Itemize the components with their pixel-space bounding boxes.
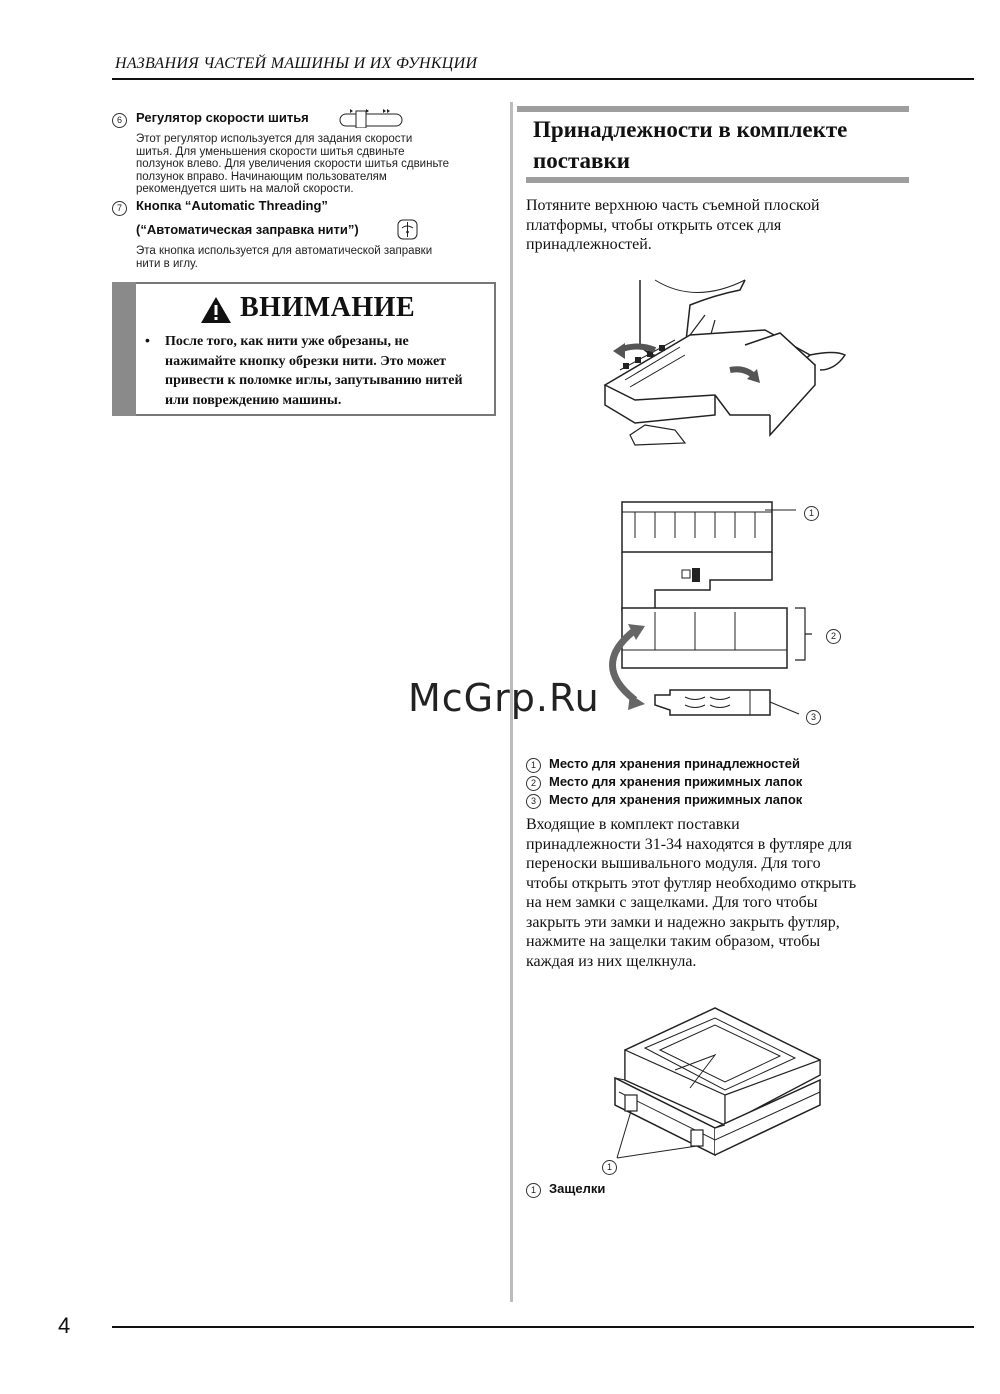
caution-text: После того, как нити уже обрезаны, не нажимайте кнопку обрезки нити. Это может привести к поломке иглы, запутыванию нитей или повреждению машины. xyxy=(165,334,463,408)
legend-item: 1 Место для хранения принадлежностей xyxy=(526,755,926,773)
section-bottom-bar xyxy=(526,177,909,183)
caution-title: ВНИМАНИЕ xyxy=(240,292,416,323)
auto-threading-icon xyxy=(397,219,419,241)
item-6-title: Регулятор скорости шитья xyxy=(136,110,309,125)
machine-flatbed-illustration xyxy=(595,275,850,460)
caution-side-bar xyxy=(112,282,136,416)
item-7-title-line1: Кнопка “Automatic Threading” xyxy=(136,198,328,213)
watermark: McGrp.Ru xyxy=(408,676,600,720)
page-number: 4 xyxy=(58,1313,71,1338)
warning-triangle-icon xyxy=(200,296,232,324)
header-rule xyxy=(112,78,974,80)
section-title: Принадлежности в комплекте поставки xyxy=(533,117,848,173)
intro-text: Потяните верхнюю часть съемной плоской платформы, чтобы открыть отсек для принадлежностей. xyxy=(526,197,820,253)
callout-3: 3 xyxy=(806,707,821,725)
carrying-case-illustration xyxy=(605,1000,830,1165)
running-header: НАЗВАНИЯ ЧАСТЕЙ МАШИНЫ И ИХ ФУНКЦИИ xyxy=(115,55,478,72)
case-paragraph: Входящие в комплект поставки принадлежности 31-34 находятся в футляре для переноски вышивального модуля. Для того чтобы открыть этот футляр необходимо открыть на нем замки с защелками. Для того чтобы закрыть эти замки и надежно закрыть футляр, нажмите на защелки таким образом, чтобы каждая из них щелкнула. xyxy=(526,816,857,970)
legend-item: 3 Место для хранения прижимных лапок xyxy=(526,791,926,809)
callout-1: 1 xyxy=(804,503,819,521)
item-7-title-line2: (“Автоматическая заправка нити”) xyxy=(136,222,359,237)
speed-slider-icon xyxy=(338,106,404,128)
item-7-body: Эта кнопка используется для автоматической заправки нити в иглу. xyxy=(136,245,433,270)
section-top-bar xyxy=(517,106,909,112)
legend-item: 2 Место для хранения прижимных лапок xyxy=(526,773,926,791)
figure-legend xyxy=(526,755,926,809)
caution-bullet: • xyxy=(145,332,150,348)
latch-legend: 1 Защелки xyxy=(526,1180,605,1198)
accessory-compartment-illustration xyxy=(600,490,830,730)
footer-rule xyxy=(112,1326,974,1328)
item-6-number: 6 xyxy=(112,110,127,128)
item-7-number: 7 xyxy=(112,198,127,216)
item-6-body: Этот регулятор используется для задания скорости шитья. Для уменьшения скорости шитья сдвиньте ползунок влево. Для увеличения скорости шитья сдвиньте ползунок вправо. Начинающим пользователям рекомендуется шить на малой скорости. xyxy=(136,133,450,195)
latch-callout: 1 xyxy=(602,1157,617,1175)
callout-2: 2 xyxy=(826,626,841,644)
